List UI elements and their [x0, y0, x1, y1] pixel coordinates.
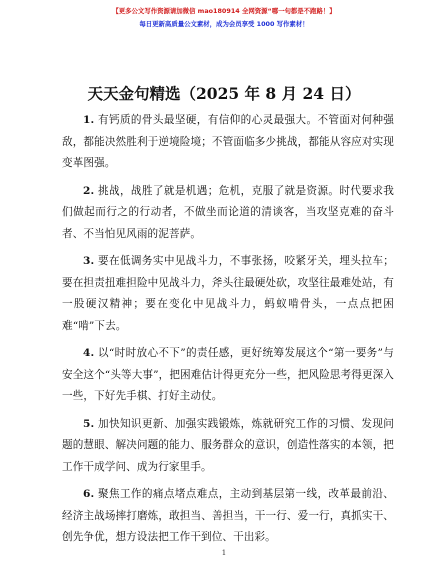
paragraph-number: 1. [83, 114, 95, 126]
document-body [62, 110, 394, 555]
document-title: 天天金句精选（2025 年 8 月 24 日） [87, 84, 361, 103]
paragraph-number: 2. [83, 184, 95, 197]
paragraph-text: 挑战，战胜了就是机遇；危机，克服了就是资源。时代要求我们做起而行之的行动者，不做坐而论道的清谈客，当攻坚克难的奋斗者、不当怕见风雨的泥菩萨。 [62, 184, 394, 240]
paragraph-2 [62, 181, 394, 246]
paragraph-text: 以“时时放心不下”的责任感，更好统筹发展这个“第一要务”与安全这个“头等大事”，把困难估计得更充分一些，把风险思考得更深入一些，下好先手棋、打好主动仗。 [62, 347, 394, 402]
paragraph-5 [62, 414, 394, 479]
paragraph-text: 聚焦工作的痛点堵点难点，主动到基层第一线，改革最前沿、经济主战场摔打磨炼，敢担当、善担当，干一行、爱一行，真抓实干、创先争优，想方设法把工作干到位、干出彩。 [62, 488, 394, 543]
paragraph-text: 有钙质的骨头最坚硬，有信仰的心灵最强大。不管面对何种强敌，都能决然胜利于逆境险境；不管面临多少挑战，都能从容应对实现变革图强。 [62, 114, 394, 169]
paragraph-number: 4. [83, 347, 95, 359]
paragraph-4 [62, 343, 394, 408]
paragraph-1 [62, 110, 394, 175]
promo-banner-line-2: 每日更新高质量公文素材，成为会员享受 1000 写作素材！ [139, 20, 309, 28]
paragraph-3 [62, 251, 394, 337]
paragraph-text: 加快知识更新、加强实践锻炼，炼就研究工作的习惯、发现问题的慧眼、解决问题的能力、服务群众的意识，创造性落实的本领，把工作干成学问、成为行家里手。 [62, 417, 394, 473]
paragraph-number: 5. [83, 417, 95, 430]
page-number: 1 [221, 549, 227, 557]
paragraph-number: 6. [83, 488, 95, 500]
promo-banner-line-1: 【更多公文写作资源请加微信 mao180914 全网资源“哪一句都是不跑路！】 [112, 7, 336, 15]
paragraph-text: 要在低调务实中见战斗力，不事张扬，咬紧牙关，埋头拉车；要在担责扭难担险中见战斗力，斧头往最硬处砍，攻坚往最难处站，有一股硬汉精神；要在变化中见战斗力，蚂蚁啃骨头，一点点把困难“啃”下去。 [62, 255, 394, 332]
paragraph-6 [62, 484, 394, 549]
paragraph-number: 3. [83, 255, 95, 267]
